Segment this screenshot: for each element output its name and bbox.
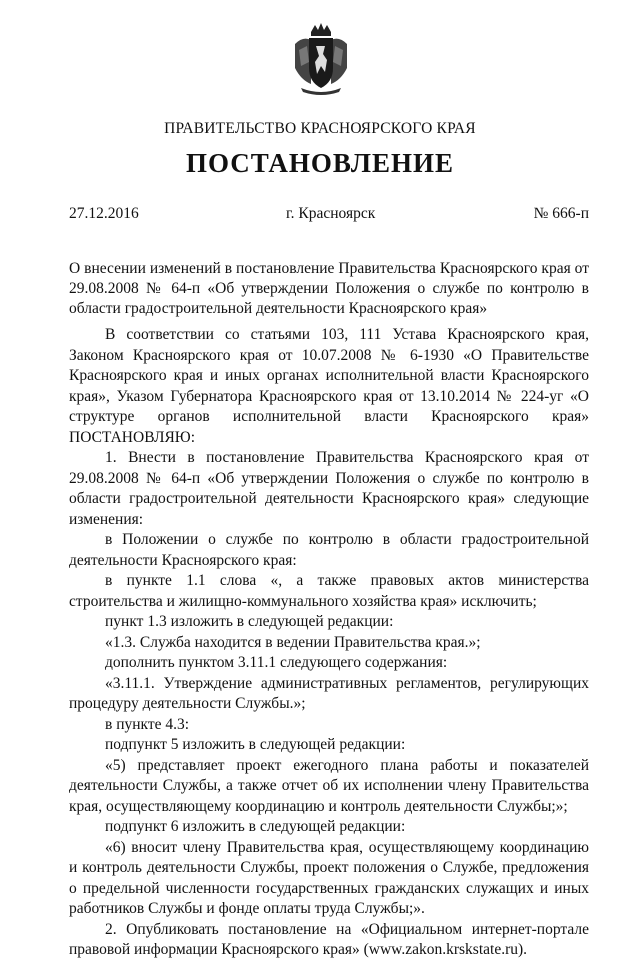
body-paragraph: В соответствии со статьями 103, 111 Устава Красноярского края, Законом Красноярского края от 10.07.2008 № 6-1930 «О Правительстве Красноярского края и иных органах исполнительной власти Красноярского края», Указом Губернатора Красноярского края от 13.10.2014 № 224-уг «О структуре органов исполнительной власти Красноярского края» ПОСТАНОВЛЯЮ: — [69, 326, 589, 446]
body-paragraph: «6) вносит члену Правительства края, осуществляющему координацию и контроль деятельности Службы, проект положения о Службе, предложения о предельной численности государственных гражданских служащих и иных работников Службы и фонде оплаты труда Службы;». — [69, 838, 589, 917]
body-paragraph: подпункт 6 изложить в следующей редакции: — [105, 818, 406, 835]
document-type-title: ПОСТАНОВЛЕНИЕ — [185, 148, 455, 178]
body-paragraph: «1.3. Служба находится в ведении Правительства края.»; — [105, 633, 481, 651]
body-paragraph: 1. Внести в постановление Правительства Красноярского края от 29.08.2008 № 64-п «Об утверждении Положения о службе по контролю в области градостроительной деятельности Красноярского края» следующие изменения: — [69, 449, 589, 528]
body-paragraph: «5) представляет проект ежегодного плана работы и показателей деятельности Службы, а также отчет об их исполнении члену Правительства края, осуществляющему координацию и контроль деятельности Службы;»; — [69, 756, 589, 815]
body-paragraph: 2. Опубликовать постановление на «Официальном интернет-портале правовой информации Красноярского края» (www.zakon.krskstate.ru). — [69, 920, 589, 958]
coat-of-arms-icon — [291, 22, 351, 96]
document-body — [69, 325, 589, 961]
government-name: ПРАВИТЕЛЬСТВО КРАСНОЯРСКОГО КРАЯ — [164, 120, 476, 137]
body-paragraph: в пункте 4.3: — [105, 715, 190, 733]
document-subject: О внесении изменений в постановление Правительства Красноярского края от 29.08.2008 № 64-п «Об утверждении Положения о службе по контролю в области градостроительной деятельности Красноярского края» — [69, 260, 589, 317]
body-paragraph: подпункт 5 изложить в следующей редакции: — [105, 736, 406, 753]
body-paragraph: в пункте 1.1 слова «, а также правовых актов министерства строительства и жилищно-коммунального хозяйства края» исключить; — [69, 572, 589, 610]
document-number: № 666-п — [533, 205, 589, 222]
body-paragraph: в Положении о службе по контролю в области градостроительной деятельности Красноярского края: — [69, 531, 589, 569]
body-paragraph: дополнить пунктом 3.11.1 следующего содержания: — [105, 654, 448, 671]
body-paragraph: «3.11.1. Утверждение административных регламентов, регулирующих процедуру деятельности Службы.»; — [69, 674, 589, 712]
document-date: 27.12.2016 — [69, 205, 139, 222]
document-city: г. Красноярск — [286, 205, 376, 222]
body-paragraph: пункт 1.3 изложить в следующей редакции: — [105, 613, 394, 630]
